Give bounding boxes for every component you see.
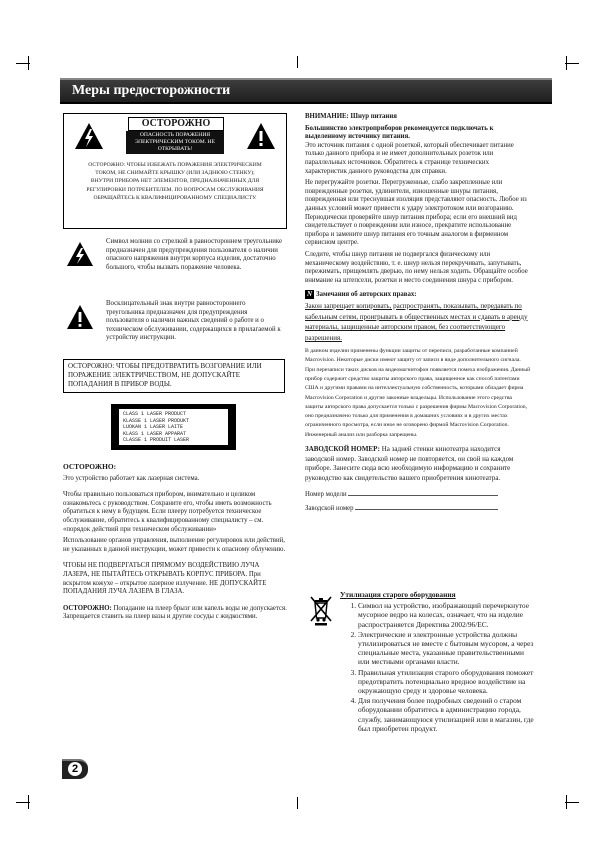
copyright-heading-row (305, 290, 531, 300)
crop-mark (16, 63, 30, 64)
laser-system-text: Это устройство работает как лазерная система. (63, 474, 200, 482)
model-number-label: Номер модели (305, 491, 347, 499)
page-title: Меры предосторожности (60, 78, 552, 104)
copyright-heading: Замечания об авторских правах: (316, 291, 417, 299)
laser-label-line: KLASS 1 LASER APPARAT (123, 430, 187, 437)
serial-field-label: Заводской номер (305, 505, 354, 512)
lightning-warning-icon (74, 122, 104, 150)
serial-field-row (305, 503, 531, 514)
fire-warning: ОСТОРОЖНО: ЧТОБЫ ПРЕДОТВРАТИТЬ ВОЗГОРАНИЕ ИЛИ ПОРАЖЕНИЕ ЭЛЕКТРИЧЕСТВОМ, НЕ ДОПУСКАЙТЕ ПОПАДАНИЯ В ПРИБОР ВОДЫ. (63, 359, 285, 393)
model-number-row (305, 489, 531, 500)
serial-number-label: ЗАВОДСКОЙ НОМЕР: (305, 445, 380, 454)
caution-text: ОСТОРОЖНО: ЧТОБЫ ИЗБЕЖАТЬ ПОРАЖЕНИЯ ЭЛЕКТРИЧЕСКИМ ТОКОМ, НЕ СНИМАЙТЕ КРЫШКУ (ИЛИ ЗАДНЮЮ СТЕНКУ); ВНУТРИ ПРИБОРА НЕТ ЭЛЕМЕНТОВ, ПРЕДНАЗНАЧЕННЫХ ДЛЯ РЕГУЛИРОВКИ ПОТРЕБИТЕЛЕМ. ПО ВОПРОСАМ ОБСЛУЖИВАНИЯ ОБРАЩАЙТЕСЬ К КВАЛИФИЦИРОВАННОМУ СПЕЦИАЛИСТУ. (86, 162, 264, 201)
caution-box (63, 113, 287, 229)
page-number-tab (62, 759, 88, 779)
laser-label-line: CLASS 1 LASER PRODUCT (123, 411, 187, 417)
caution-heading: ОСТОРОЖНО: (63, 462, 117, 471)
exclamation-warning-icon (66, 304, 94, 330)
lightning-symbol-note: Символ молнии со стрелкой в равностороннем треугольнике предназначен для предупреждения пользователя о наличии опасного напряжения внутри корпуса изделия, достаточно большого, чтобы вызвать поражение человека. (106, 238, 282, 271)
disposal-item: 4. Для получения более подробных сведений о старом оборудовании обратитесь в администрацию города, службу, занимающуюся утилизацией или в магазин, где был приобретен продукт. (358, 696, 536, 733)
controls-warning-text: Использование органов управления, выполнение регулировок или действий, не указанных в данной инструкции, может привести к опасному облучению. (63, 537, 286, 553)
laser-beam-warning: ЧТОБЫ НЕ ПОДВЕРГАТЬСЯ ПРЯМОМУ ВОЗДЕЙСТВИЮ ЛУЧА ЛАЗЕРА, НЕ ПЫТАЙТЕСЬ ОТКРЫВАТЬ КОРПУС ПРИБОРА. При вскрытом кожухе – открытое лазерное излучение. НЕ ДОПУСКАЙТЕ ПОПАДАНИЯ ЛУЧА ЛАЗЕРА В ГЛАЗА. (63, 562, 267, 596)
laser-label-line: LUOKAN 1 LASER LAITE (123, 424, 184, 431)
crossed-bin-icon (308, 594, 334, 626)
caution-subtitle: ОПАСНОСТЬ ПОРАЖЕНИЯ ЭЛЕКТРИЧЕСКИМ ТОКОМ. НЕ ОТКРЫВАТЬ! (126, 131, 224, 154)
page-number: 2 (68, 762, 82, 776)
disposal-item: 1. Символ на устройство, изображающий перечеркнутое мусорное ведро на колесах, означает, что на изделие распространяется Директива 2002/96/ЕС. (358, 601, 536, 629)
model-number-field[interactable] (348, 489, 498, 496)
left-body (63, 463, 287, 625)
water-warning (63, 605, 287, 622)
cord-protection-text: Следите, чтобы шнур питания не подвергался физическому или механическому воздействию, т. е. шнур нельзя перекручивать, запутывать, пережимать, прищемлять дверью, по нему нельзя ходить. Обращайте особое внимание на штепсели, розетки и место соединения шнура с прибором. (305, 250, 528, 284)
crop-mark (565, 63, 579, 64)
power-cord-text: Это источник питания с одной розеткой, который обеспечивает питание только данного прибора и не имеет дополнительных розеток или параллельных источников. Обратитесь к странице технических характеристик данного руководства для справки. (305, 141, 514, 175)
laser-label-line: KLASSE 1 LASER PRODUKT (123, 417, 190, 424)
disposal-section (340, 590, 536, 734)
laser-label (111, 404, 236, 450)
crop-mark (16, 802, 30, 803)
laser-label-line: CLASSE 1 PRODUIT LASER (123, 437, 190, 444)
copyright-law-text: Закон запрещает копировать, распространять, показывать, передавать по кабельным сетям, проигрывать в общественных местах и сдавать в аренду материалы, защищенные авторским правом, без соответствующего разрешения. (305, 301, 528, 343)
disposal-list (340, 601, 536, 733)
serial-number-paragraph (305, 445, 531, 483)
exclamation-warning-icon (246, 122, 276, 150)
lightning-warning-icon (66, 241, 94, 267)
serial-number-field[interactable] (355, 503, 498, 510)
outlet-overload-text: Не перегружайте розетки. Перегруженные, слабо закрепленные или поврежденные розетки, удлинители, изношенные шнуры питания, поврежденная или треснувшая изоляция представляют опасность. Любое из данных условий может привести к удару электротоком или возгоранию. Периодически проверяйте шнур питания прибора; если его внешний вид свидетельствует о повреждении или износе, прекратите использование прибора и замените шнур питания его точным аналогом в фирменном сервисном центре. (305, 179, 527, 247)
crop-mark (297, 797, 298, 809)
right-body (305, 113, 531, 517)
macrovision-icon: N (306, 290, 313, 299)
crop-mark (297, 56, 298, 68)
power-cord-heading: ВНИМАНИЕ: Шнур питания (305, 113, 397, 120)
serial-number-text: На задней стенки кинотеатра находится заводской номер. Заводской номер не повторяется, он свой на каждом приборе. Занесите сюда всю необходимую информацию и сохраните руководство как свидетельство вашего приобретения кинотеатра. (305, 445, 514, 482)
manual-usage-text: Чтобы правильно пользоваться прибором, внимательно и целиком ознакомьтесь с руководством. Сохраните его, чтобы иметь возможность обратиться к нему в будущем. Если плееру потребуется техническое обслуживание, обратитесь к квалифицированному специалисту – см. «порядок действий при техническом обслуживании» (63, 491, 272, 533)
disposal-item: 3. Правильная утилизация старого оборудования поможет предотвратить потенциально вредное воздействие на окружающую среду и здоровье человека. (358, 668, 536, 696)
power-cord-recommendation: Большинство электроприборов рекомендуется подключать к выделенному источнику питания. (305, 124, 494, 141)
water-warning-text: Попадание на плеер брызг или капель воды не допускается. Запрещается ставить на плеер вазы и другие сосуды с жидкостями. (63, 604, 287, 621)
crop-mark (565, 802, 579, 803)
water-warning-label: ОСТОРОЖНО: (63, 604, 112, 612)
disposal-heading: Утилизация старого оборудования (340, 590, 456, 599)
exclamation-symbol-note: Восклицательный знак внутри равностороннего треугольника предназначен для предупреждения пользователя о наличии важных сведений о работе и о техническом обслуживании, содержащихся в прилагаемой к устройству инструкции. (106, 300, 281, 342)
macrovision-text: В данном изделии применены функции защиты от переписи, разработанные компанией Macrovision. Некоторые диски имеют защиту от записи в виде дополнительного сигнала. При перезаписи таких дисков на видеомагнитофон появляется помеха изображения. Данный прибор содержит средство защиты авторского права, защищенное как способ патентами США и другими правами на интеллектуальную собственность, которыми обладает фирма Macrovision Corporation и другие законные владельцы. Использование этого средства защиты авторского права допускается только с разрешения фирмы Macrovision Corporation, оно предназначено только для применения в домашних условиях и в других местах ограниченного просмотра, если иное не оговорено фирмой Macrovision Corporation. Инженерный анализ или разборка запрещены. (305, 348, 531, 438)
caution-title: ОСТОРОЖНО (128, 117, 224, 131)
disposal-item: 2. Электрические и электронные устройства должны утилизироваться не вместе с бытовым мусором, а через специальные места, указанные правительственными или местными органами власти. (358, 630, 536, 667)
